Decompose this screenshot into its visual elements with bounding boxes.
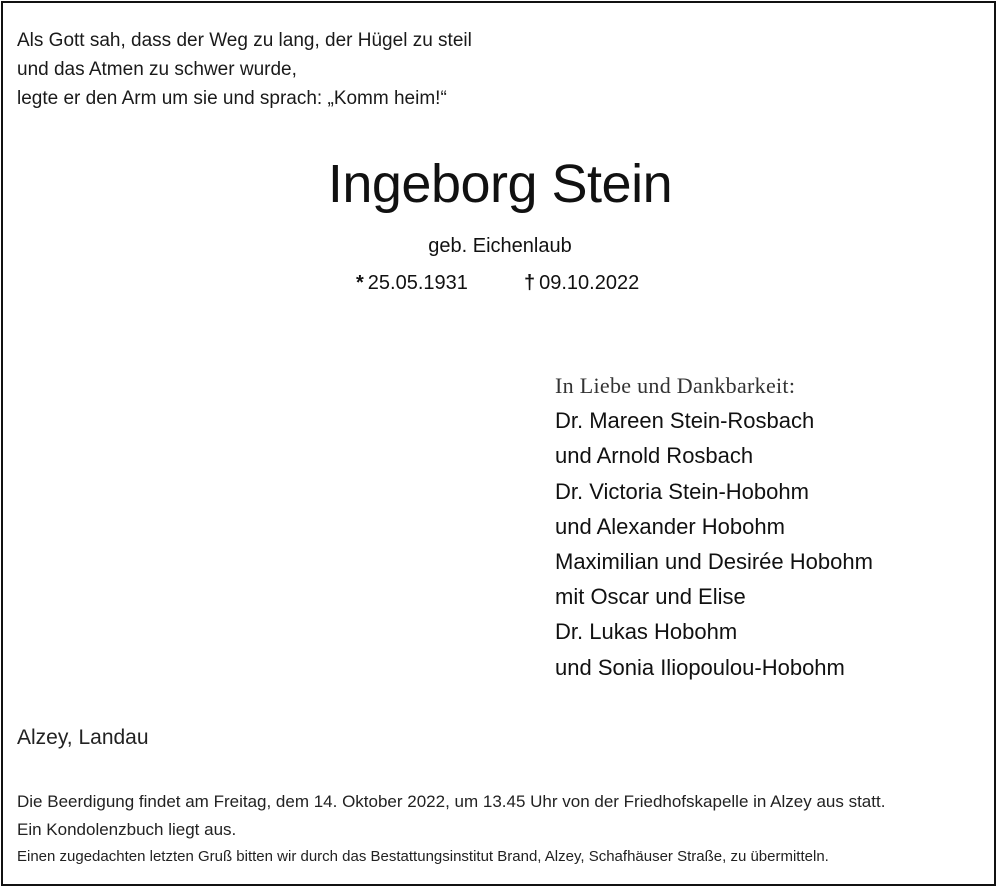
funeral-line: Die Beerdigung findet am Freitag, dem 14. Oktober 2022, um 13.45 Uhr von der Friedhofskapelle in Alzey aus statt. [17,792,886,811]
life-dates [0,269,1000,299]
mourners-block [555,368,873,685]
mourner-line: Dr. Lukas Hobohm [555,619,738,645]
mourner-line: Maximilian und Desirée Hobohm [555,549,873,575]
verse-line: und das Atmen zu schwer wurde, [17,59,297,80]
mourner-line: und Arnold Rosbach [555,443,754,469]
birth-date-group [356,269,468,297]
death-date-group [524,269,639,297]
death-cross-icon: † [524,272,536,294]
verse-line: legte er den Arm um sie und sprach: „Komm heim!“ [17,88,447,109]
farewell-greeting-line: Einen zugedachten letzten Gruß bitten wir durch das Bestattungsinstitut Brand, Alzey, Schafhäuser Straße, zu übermitteln. [17,848,829,865]
mourner-line: mit Oscar und Elise [555,584,746,610]
mourners-intro: In Liebe und Dankbarkeit: [555,373,796,398]
mourner-line: Dr. Victoria Stein-Hobohm [555,478,809,504]
death-date: 09.10.2022 [539,272,640,294]
mourner-line: Dr. Mareen Stein-Rosbach [555,408,815,434]
funeral-info [17,788,885,870]
verse-quote [17,26,472,113]
condolence-book-line: Ein Kondolenzbuch liegt aus. [17,820,237,839]
birth-date: 25.05.1931 [367,272,468,294]
places-line: Alzey, Landau [17,726,149,749]
deceased-name: Ingeborg Stein [327,154,673,214]
maiden-name: geb. Eichenlaub [428,235,572,257]
mourner-line: und Sonia Iliopoulou-Hobohm [555,654,845,680]
mourner-line: und Alexander Hobohm [555,513,785,539]
verse-line: Als Gott sah, dass der Weg zu lang, der Hügel zu steil [17,30,472,51]
birth-star-icon: * [356,272,364,294]
